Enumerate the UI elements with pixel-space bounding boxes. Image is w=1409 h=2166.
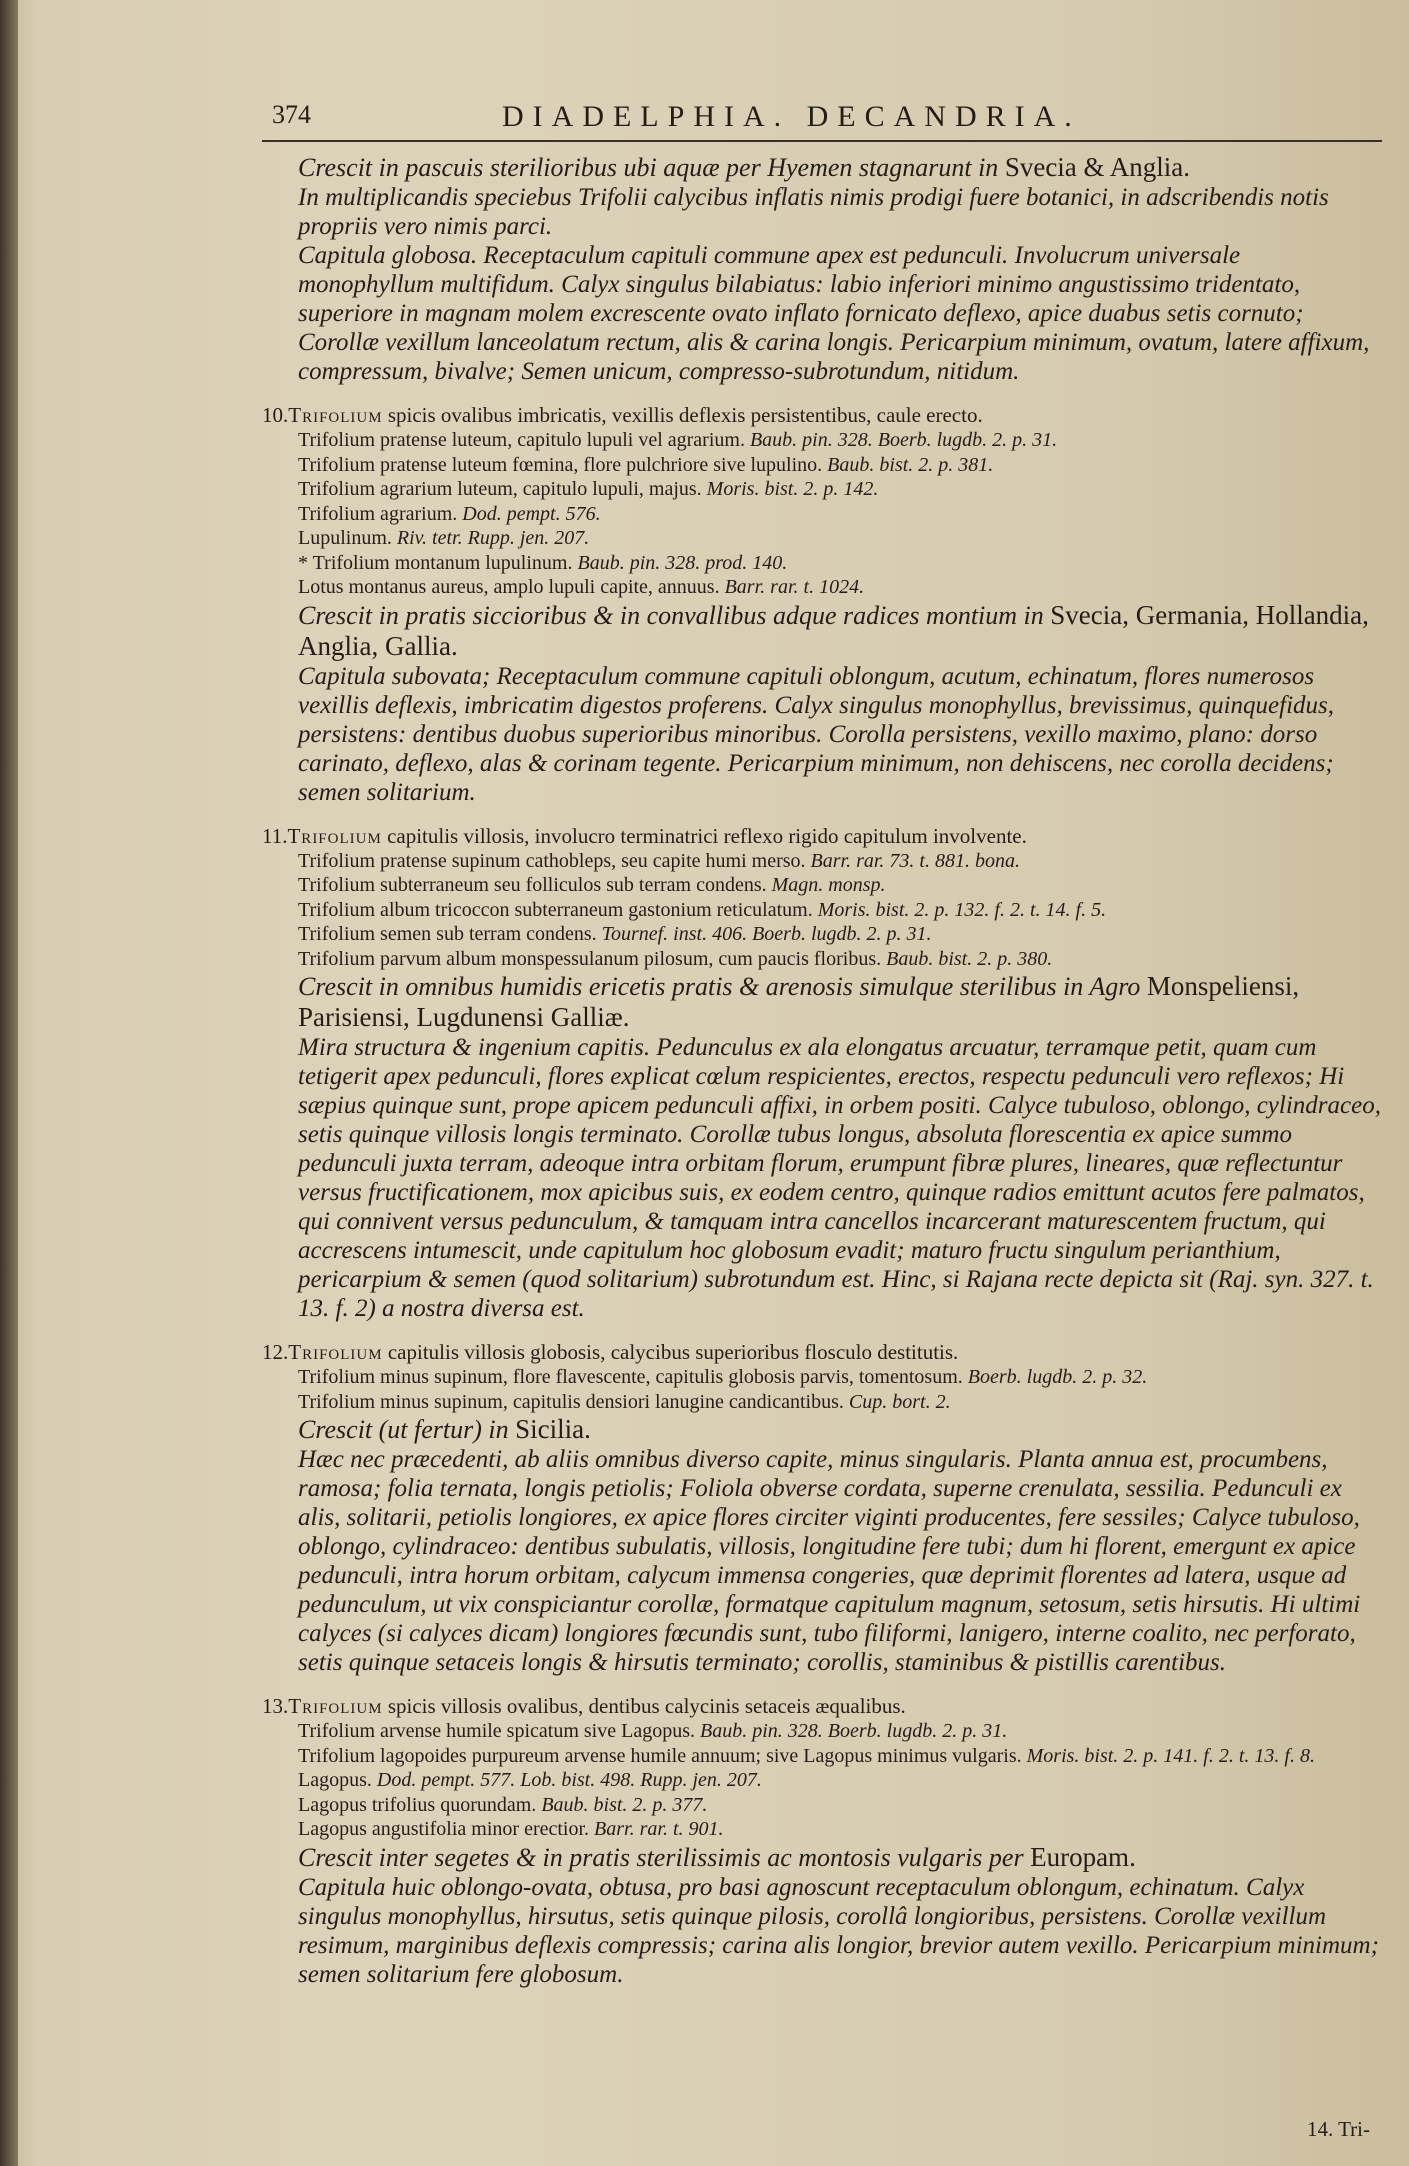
synonym: Trifolium agrarium. Dod. pempt. 576. (298, 502, 601, 525)
species-9-continuation (298, 152, 1382, 386)
species-13-heading: 13.Trifolium spicis villosis ovalibus, dentibus calycinis setaceis æqualibus. (262, 1694, 906, 1718)
synonym: Trifolium minus supinum, flore flavescente, capitulis globosis parvis, tomentosum. Boerb. lugdb. 2. p. 32. (298, 1366, 1148, 1388)
synonym: Trifolium subterraneum seu folliculos sub terram condens. Magn. monsp. (298, 874, 886, 896)
species-10 (262, 402, 1382, 807)
species-10-heading: 10.Trifolium spicis ovalibus imbricatis, vexillis deflexis persistentibus, caule erecto. (262, 403, 983, 427)
catchword: 14. Tri- (1306, 2117, 1370, 2141)
description-11: Mira structura & ingenium capitis. Pedunculus ex ala elongatus arcuatur, terramque petit, quam cum tetigerit apex pedunculi, flores explicat cœlum respicientes, erectos, respectu pedunculi vero reflexos; Hi sæpius quinque sunt, prope apicem pedunculi affixi, in orbem positi. Calyce tubuloso, oblongo, cylindraceo, setis quinque villosis longis terminato. Corollæ tubus longus, absoluta florescentia ex apice summo pedunculi juxta terram, adeoque intra orbitam florum, erumpunt fibræ plures, lineares, quæ reflectuntur versus fructificationem, mox apicibus suis, ex eodem centro, quinque radios emittunt acutos fere palmatos, qui connivent versus pedunculum, & tamquam intra cancellos incarcerant maturescentem fructum, qui accrescens intumescit, unde capitulum hoc globosum evadit; maturo fructu singulum perianthium, pericarpium & semen (quod solitarium) subrotundum est. Hinc, si Rajana recte depicta sit (Raj. syn. 327. t. 13. f. 2) a nostra diversa est. (298, 1034, 1381, 1322)
species-11-heading: 11.Trifolium capitulis villosis, involucro terminatrici reflexo rigido capitulum involvente. (262, 823, 1027, 848)
species-12 (262, 1339, 1382, 1677)
species-12-heading: 12.Trifolium capitulis villosis globosis, calycibus superioribus flosculo destitutis. (262, 1340, 959, 1364)
species-13 (262, 1693, 1382, 1989)
synonym: Lagopus angustifolia minor erectior. Barr. rar. t. 901. (298, 1818, 724, 1840)
synonym: Lupulinum. Riv. tetr. Rupp. jen. 207. (298, 527, 590, 549)
synonym: Trifolium arvense humile spicatum sive Lagopus. Baub. pin. 328. Boerb. lugdb. 2. p. 31. (298, 1720, 1008, 1742)
habitat-13: Crescit inter segetes & in pratis sterilissimis ac montosis vulgaris per Europam. (298, 1841, 1136, 1872)
habitat-11: Crescit in omnibus humidis ericetis pratis & arenosis simulque sterilibus in Agro Monspeliensi, Parisiensi, Lugdunensi Galliæ. (298, 971, 1300, 1032)
synonym: Trifolium pratense luteum, capitulo lupuli vel agrarium. Baub. pin. 328. Boerb. lugdb. 2. p. 31. (298, 429, 1058, 451)
synonym: Lagopus. Dod. pempt. 577. Lob. bist. 498. Rupp. jen. 207. (298, 1769, 762, 1791)
synonym: Lagopus trifolius quorundam. Baub. bist. 2. p. 377. (298, 1793, 708, 1816)
running-title: DIADELPHIA. DECANDRIA. (502, 100, 1081, 133)
synonym: Trifolium lagopoides purpureum arvense humile annuum; sive Lagopus minimus vulgaris. Moris. bist. 2. p. 141. f. 2. t. 13. f. 8. (298, 1744, 1315, 1767)
synonym-list-12 (262, 1365, 1382, 1414)
running-header (262, 96, 1382, 142)
note-9: In multiplicandis speciebus Trifolii calycibus inflatis nimis prodigi fuere botanici, in adscribendis notis propriis vero nimis parci. (298, 184, 1329, 240)
book-gutter (0, 0, 18, 2166)
synonym: Trifolium agrarium luteum, capitulo lupuli, majus. Moris. bist. 2. p. 142. (298, 478, 879, 500)
habitat-9: Crescit in pascuis sterilioribus ubi aquæ per Hyemen stagnarunt in Svecia & Anglia. (298, 152, 1191, 182)
description-12: Hæc nec præcedenti, ab aliis omnibus diverso capite, minus singularis. Planta annua est, procumbens, ramosa; folia ternata, longis petiolis; Foliola obverse cordata, superne crenulata, sessilia. Pedunculi ex alis, solitarii, petiolis longiores, ex apice flores circiter viginti producentes, fere sessiles; Calyce tubuloso, oblongo, cylindraceo: dentibus subulatis, villosis, longitudine fere tubi; dum hi florent, emergunt ex apice pedunculi, intra horum orbitam, calycum immensa congeries, quæ deprimit florentes ad latera, usque ad pedunculum, ut vix conspiciantur corollæ, formatque capitulum magnum, setosum, setis hirsutis. Hi ultimi calyces (si calyces dicam) longiores fœcundis sunt, tubo filiformi, lanigero, interne coalito, nec perforato, setis quinque setaceis longis & hirsutis terminato; corollis, staminibus & pistillis carentibus. (298, 1446, 1361, 1676)
synonym-list-11 (262, 849, 1382, 972)
description-9: Capitula globosa. Receptaculum capituli commune apex est pedunculi. Involucrum universale monophyllum multifidum. Calyx singulus bilabiatus: labio inferiori minimo angustissimo tridentato, superiore in magnam molem excrescente ovato inflato fornicato deflexo, apice duabus setis cornuto; Corollæ vexillum lanceolatum rectum, alis & carina longis. Pericarpium minimum, ovatum, latere affixum, compressum, bivalve; Semen unicum, compresso-subrotundum, nitidum. (298, 242, 1370, 385)
synonym-list-10 (262, 428, 1382, 600)
habitat-10: Crescit in pratis siccioribus & in convallibus adque radices montium in Svecia, Germania, Hollandia, Anglia, Gallia. (298, 599, 1369, 661)
page (262, 96, 1382, 2146)
synonym: Trifolium semen sub terram condens. Tournef. inst. 406. Boerb. lugdb. 2. p. 31. (298, 923, 932, 945)
synonym: Trifolium minus supinum, capitulis densiori lanugine candicantibus. Cup. bort. 2. (298, 1390, 951, 1413)
description-13: Capitula huic oblongo-ovata, obtusa, pro basi agnoscunt receptaculum oblongum, echinatum. Calyx singulus monophyllus, hirsutus, setis quinque pilosis, corollâ longioribus, persistens. Corollæ vexillum resimum, marginibus deflexis compressis; carina alis longior, brevior autem vexillo. Pericarpium minimum; semen solitarium fere globosum. (298, 1873, 1379, 1988)
synonym-list-13 (262, 1719, 1382, 1842)
description-10: Capitula subovata; Receptaculum commune capituli oblongum, acutum, echinatum, flores numerosos vexillis deflexis, imbricatim digestos proferens. Calyx singulus monophyllus, brevissimus, quinquefidus, persistens: dentibus duobus superioribus minoribus. Corolla persistens, vexillo maximo, plano: dorso carinato, deflexo, alas & corinam tegente. Pericarpium minimum, non dehiscens, nec corolla decidens; semen solitarium. (298, 662, 1335, 806)
species-11 (262, 823, 1382, 1324)
synonym: Trifolium pratense luteum fœmina, flore pulchriore sive lupulino. Baub. bist. 2. p. 381. (298, 453, 994, 476)
page-number: 374 (272, 100, 311, 129)
synonym: Lotus montanus aureus, amplo lupuli capite, annuus. Barr. rar. t. 1024. (298, 576, 865, 598)
synonym: Trifolium pratense supinum cathobleps, seu capite humi merso. Barr. rar. 73. t. 881. bona. (298, 849, 1020, 872)
synonym: Trifolium album tricoccon subterraneum gastonium reticulatum. Moris. bist. 2. p. 132. f. 2. t. 14. f. 5. (298, 898, 1107, 921)
synonym: Trifolium parvum album monspessulanum pilosum, cum paucis floribus. Baub. bist. 2. p. 380. (298, 947, 1053, 970)
synonym: * Trifolium montanum lupulinum. Baub. pin. 328. prod. 140. (298, 551, 788, 574)
habitat-12: Crescit (ut fertur) in Sicilia. (298, 1414, 591, 1444)
